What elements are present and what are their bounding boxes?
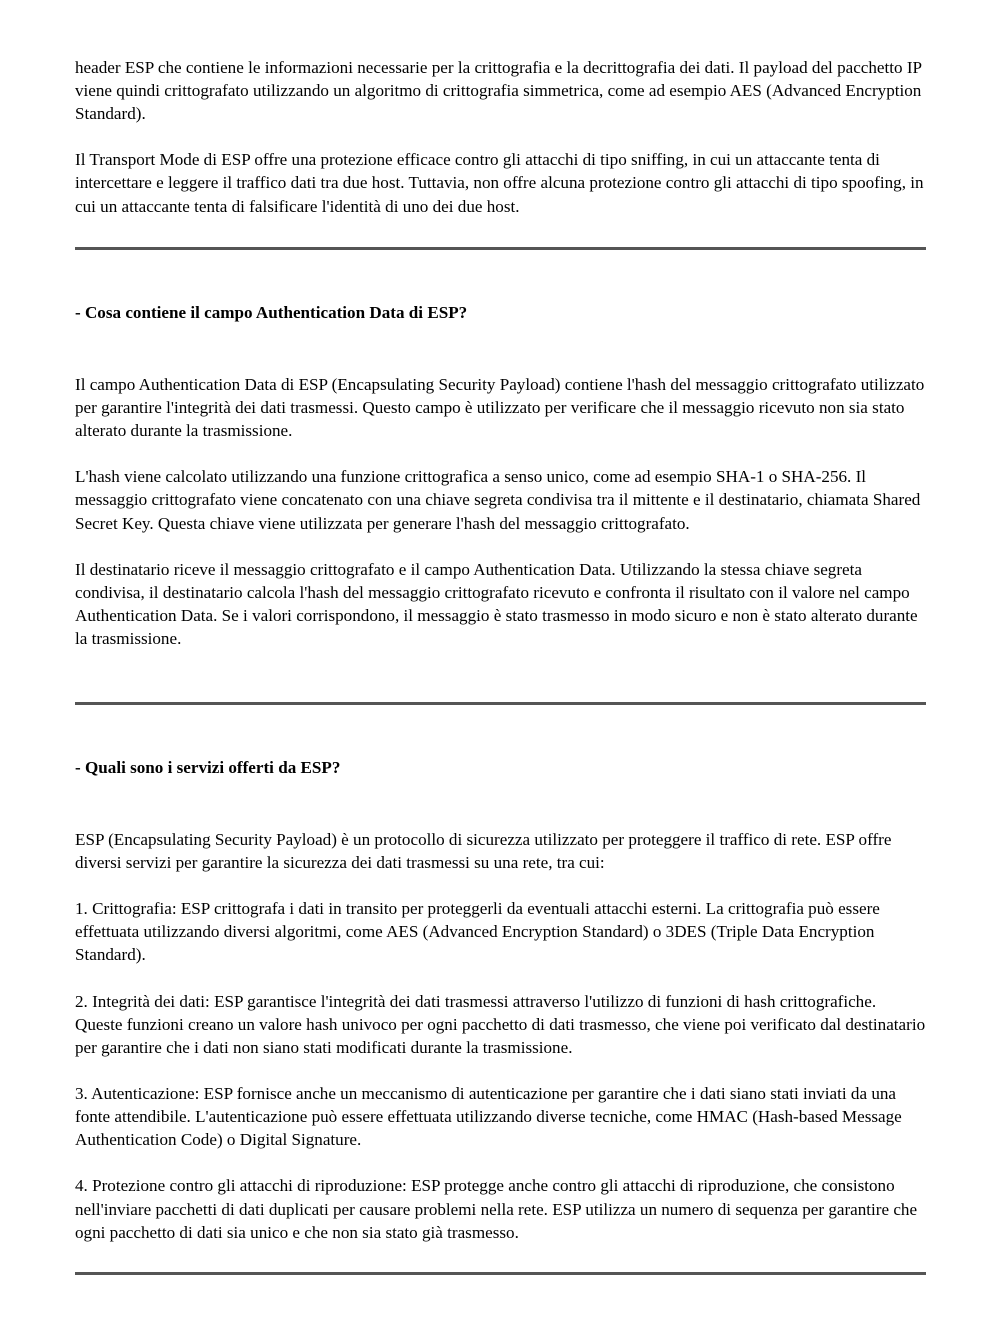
section1-body	[75, 373, 926, 650]
body-paragraph: L'hash viene calcolato utilizzando una funzione crittografica a senso unico, come ad esempio SHA-1 o SHA-256. Il messaggio crittografato viene concatenato con una chiave segreta condivisa tra il mittente e il destinatario, chiamata Shared Secret Key. Questa chiave viene utilizzata per generare l'hash del messaggio crittografato.	[75, 467, 921, 533]
body-paragraph: Il campo Authentication Data di ESP (Encapsulating Security Payload) contiene l'hash del messaggio crittografato utilizzato per garantire l'integrità dei dati trasmessi. Questo campo è utilizzato per verificare che il messaggio ricevuto non sia stato alterato durante la trasmissione.	[75, 375, 925, 441]
section-divider	[75, 247, 926, 250]
list-item: 3. Autenticazione: ESP fornisce anche un meccanismo di autenticazione per garantire che i dati siano stati inviati da una fonte attendibile. L'autenticazione può essere effettuata utilizzando diverse tecniche, come HMAC (Hash-based Message Authentication Code) o Digital Signature.	[75, 1084, 902, 1150]
list-item: 4. Protezione contro gli attacchi di riproduzione: ESP protegge anche contro gli attacchi di riproduzione, che consistono nell'inviare pacchetti di dati duplicati per causare problemi nella rete. ESP utilizza un numero di sequenza per garantire che ogni pacchetto di dati sia unico e che non sia stato già trasmesso.	[75, 1176, 918, 1242]
section-heading: - Cosa contiene il campo Authentication Data di ESP?	[75, 303, 468, 322]
list-item: 1. Crittografia: ESP crittografa i dati in transito per proteggerli da eventuali attacchi esterni. La crittografia può essere effettuata utilizzando diversi algoritmi, come AES (Advanced Encryption Standard) o 3DES (Triple Data Encryption Standard).	[75, 899, 880, 965]
body-paragraph: ESP (Encapsulating Security Payload) è un protocollo di sicurezza utilizzato per proteggere il traffico di rete. ESP offre diversi servizi per garantire la sicurezza dei dati trasmessi su una rete, tra cui:	[75, 830, 892, 873]
section-divider	[75, 1272, 926, 1275]
list-item: 2. Integrità dei dati: ESP garantisce l'integrità dei dati trasmessi attraverso l'utilizzo di funzioni di hash crittografiche. Queste funzioni creano un valore hash univoco per ogni pacchetto di dati trasmesso, che viene poi verificato dal destinatario per garantire che i dati non siano stati modificati durante la trasmissione.	[75, 991, 926, 1057]
section-heading: - Quali sono i servizi offerti da ESP?	[75, 758, 341, 777]
section2-body	[75, 828, 926, 1244]
section-divider	[75, 702, 926, 705]
intro-paragraph: Il Transport Mode di ESP offre una protezione efficace contro gli attacchi di tipo sniffing, in cui un attaccante tenta di intercettare e leggere il traffico dati tra due host. Tuttavia, non offre alcuna protezione contro gli attacchi di tipo spoofing, in cui un attaccante tenta di falsificare l'identità di uno dei due host.	[75, 150, 924, 216]
intro-paragraph: header ESP che contiene le informazioni necessarie per la crittografia e la decrittografia dei dati. Il payload del pacchetto IP viene quindi crittografato utilizzando un algoritmo di crittografia simmetrica, come ad esempio AES (Advanced Encryption Standard).	[75, 58, 922, 124]
intro-section	[75, 56, 926, 218]
body-paragraph: Il destinatario riceve il messaggio crittografato e il campo Authentication Data. Utilizzando la stessa chiave segreta condivisa, il destinatario calcola l'hash del messaggio crittografato ricevuto e confronta il risultato con il valore nel campo Authentication Data. Se i valori corrispondono, il messaggio è stato trasmesso in modo sicuro e non è stato alterato durante la trasmissione.	[75, 559, 918, 649]
